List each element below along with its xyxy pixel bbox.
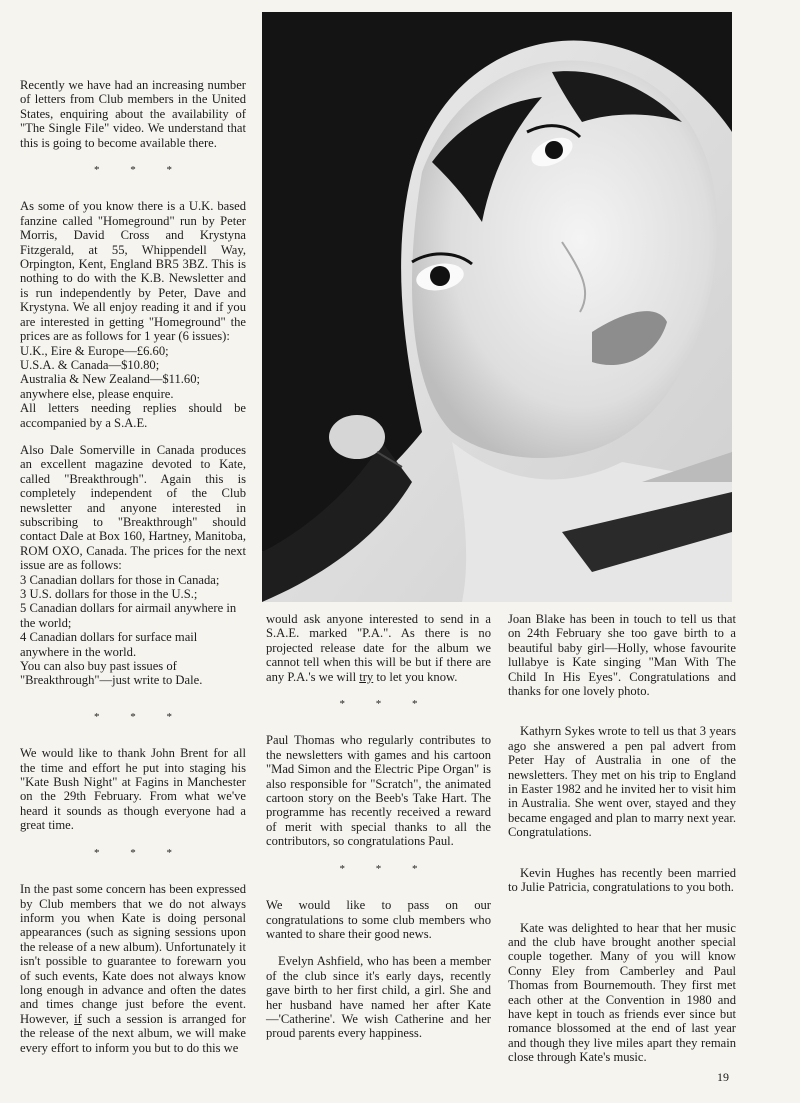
price-line: anywhere else, please enquire.: [20, 386, 174, 401]
section-divider: * * *: [94, 710, 186, 723]
price-line: 5 Canadian dollars for airmail anywhere in the world;: [20, 601, 237, 630]
portrait-photo: [262, 12, 732, 602]
price-line: 3 Canadian dollars for those in Canada;: [20, 572, 220, 587]
paragraph-congratulations-intro: We would like to pass on our congratulations to some club members who wanted to share their good news.: [266, 898, 491, 941]
underlined-word: try: [359, 669, 374, 684]
price-line: 3 U.S. dollars for those in the U.S.;: [20, 587, 198, 601]
paragraph-conny-paul-couple: Kate was delighted to hear that her music and the club have brought another special couple together. Many of you will know Conny Eley from Camberley and Paul Thomas from Bournemouth. They first met each other at the Convention in 1980 and have kept in touch as friends ever since but romance blossomed at the end of last year and though they live miles apart they remain close through Kate's music.: [508, 920, 736, 1065]
price-line: Australia & New Zealand—$11.60;: [20, 372, 200, 387]
price-line: You can also buy past issues of "Breakthrough"—just write to Dale.: [20, 659, 203, 688]
text-run: would ask anyone interested to send in a S.A.E. marked "P.A.". As there is no projected release date for the album we cannot tell when this will be but if there are any P.A.'s we will: [266, 612, 491, 684]
column-middle: [266, 612, 491, 1054]
page-number: 19: [717, 1070, 729, 1084]
column-right: [508, 612, 736, 1078]
paragraph-personal-appearances: [20, 882, 246, 1055]
section-divider: * * *: [339, 698, 432, 711]
price-line: U.S.A. & Canada—$10.80;: [20, 357, 160, 372]
paragraph-kevin-hughes: Kevin Hughes has recently been married to Julie Patricia, congratulations to you both.: [508, 865, 736, 895]
price-line: U.K., Eire & Europe—£6.60;: [20, 343, 169, 358]
paragraph-kate-bush-night: We would like to thank John Brent for all the time and effort he put into staging his "Kate Bush Night" at Fagins in Manchester on the 29th February. From what we've heard it sounds as though everyone had a great time.: [20, 746, 246, 833]
paragraph-single-file-video: Recently we have had an increasing number of letters from Club members in the United States, enquiring about the availability of "The Single File" video. We understand that this is going to become available there.: [20, 78, 246, 150]
text-run: to let you know.: [373, 669, 458, 684]
text-run: In the past some concern has been expressed by Club members that we do not always inform you when Kate is doing personal appearances (such as signing sessions upon the release of a new album). Unfortunately it isn't possible to guarantee to forewarn you of such events, Kate does not always know long enough in advance and often the dates and times change just before the event. However,: [20, 882, 246, 1026]
section-divider: * * *: [94, 164, 186, 177]
price-line: 4 Canadian dollars for surface mail anywhere in the world.: [20, 630, 198, 659]
paragraph-breakthrough-magazine: Also Dale Somerville in Canada produces an excellent magazine devoted to Kate, called "Breakthrough". Again this is completely independent of the Club newsletter and anyone interested in subscribing to "Breakthrough" should contact Dale at Box 160, Hartney, Manitoba, ROM OXO, Canada. The prices for the next issue are as follows:: [20, 442, 246, 573]
paragraph-joan-blake: Joan Blake has been in touch to tell us that on 24th February she too gave birth to a beautiful baby girl—Holly, whose favourite lullabye is Kate singing "Man With The Child In His Eyes". Congratulations and thanks for one lovely photo.: [508, 612, 736, 699]
section-divider: * * *: [339, 862, 432, 875]
paragraph-homeground-fanzine: As some of you know there is a U.K. based fanzine called "Homeground" run by Peter Morris, David Cross and Krystyna Fitzgerald, at 55, Whippendell Way, Orpington, Kent, England BR5 3BZ. This is nothing to do with the K.B. Newsletter and is run independently by Peter, Dave and Krystyna. We all enjoy reading it and if you are interested in getting "Homeground" the prices are as follows for 1 year (6 issues):: [20, 199, 246, 344]
paragraph-evelyn-ashfield: Evelyn Ashfield, who has been a member of the club since it's early days, recently gave birth to her first child, a girl. She and her husband have named her after Kate—'Catherine'. We wish Catherine and her proud parents every happiness.: [266, 954, 491, 1041]
paragraph-pa-request: [266, 612, 491, 684]
underlined-word: if: [74, 1011, 82, 1026]
paragraph-paul-thomas-cartoon: Paul Thomas who regularly contributes to the newsletters with games and his cartoon "Mad Simon and the Electric Pipe Organ" is also responsible for "Scratch", the animated cartoon story on the Beeb's Take Hart. The programme has recently received a reward of merit with special thanks to all the contributors, so congratulations Paul.: [266, 733, 491, 849]
section-divider: * * *: [94, 846, 186, 859]
column-left: [20, 78, 246, 1068]
text-run: such a session is arranged for the release of the next album, we will make every effort to inform you but to do this we: [20, 1011, 246, 1055]
portrait-image: [262, 12, 732, 602]
paragraph-sae-note: All letters needing replies should be accompanied by a S.A.E.: [20, 401, 246, 430]
paragraph-kathyrn-sykes: Kathyrn Sykes wrote to tell us that 3 years ago she answered a pen pal advert from Peter Hay of Australia in one of the newsletters. They met on his trip to England in Easter 1982 and he invited her to visit him in Australia. She went over, stayed and they became engaged and plan to marry next year. Congratulations.: [508, 724, 736, 840]
